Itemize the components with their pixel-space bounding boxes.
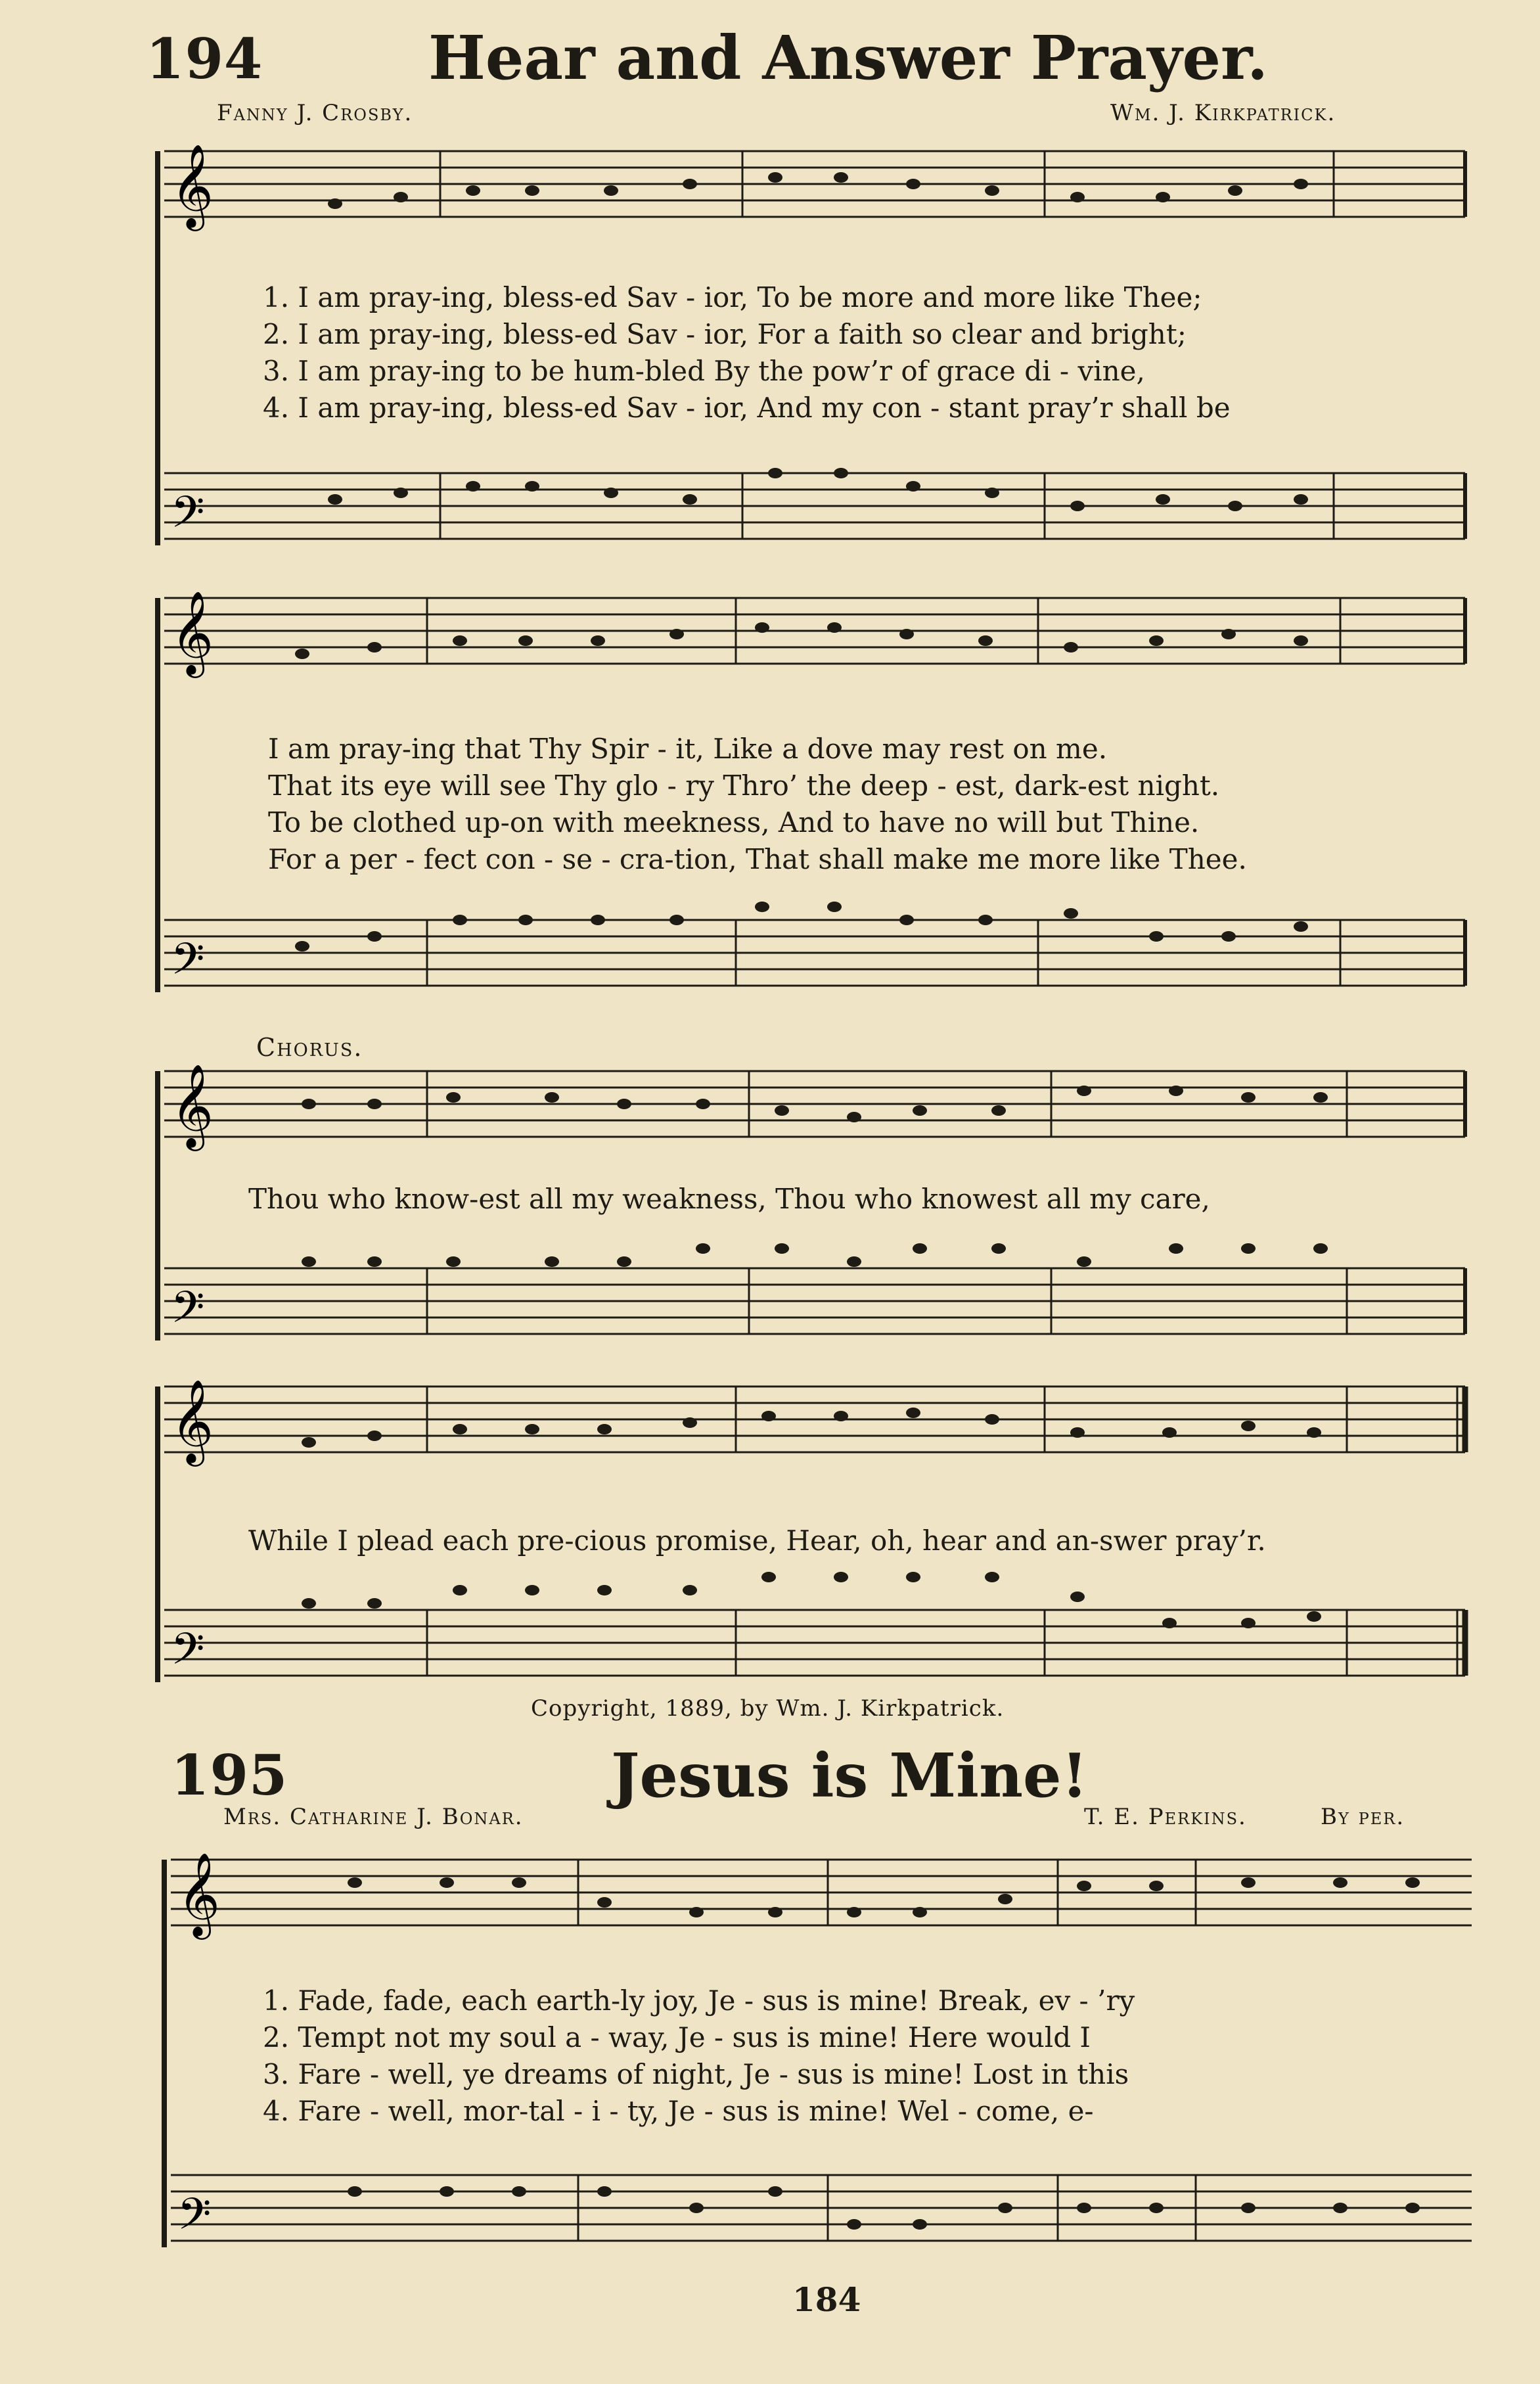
- verse-line: I am pray-ing that Thy Spir - it, Like a dove may rest on me.: [268, 733, 1108, 765]
- svg-text:𝄞: 𝄞: [171, 143, 214, 227]
- svg-text:𝄢: 𝄢: [171, 487, 205, 548]
- verse-line: That its eye will see Thy glo - ry Thro’ the deep - est, dark-est night.: [268, 769, 1220, 802]
- verse-line: For a per - fect con - se - cra-tion, That shall make me more like Thee.: [268, 843, 1247, 875]
- chorus-label: Chorus.: [256, 1033, 363, 1062]
- copyright-notice: Copyright, 1889, by Wm. J. Kirkpatrick.: [531, 1695, 1005, 1722]
- verse-line: 4. I am pray-ing, bless-ed Sav - ior, And my con - stant pray’r shall be: [263, 392, 1231, 424]
- verse-block-1: [263, 281, 1231, 428]
- page-number: 184: [792, 2280, 861, 2319]
- verse-line: 4. Fare - well, mor-tal - i - ty, Je - sus is mine! Wel - come, e-: [263, 2095, 1094, 2127]
- svg-text:𝄢: 𝄢: [171, 1624, 205, 1685]
- permission-note: By per.: [1321, 1804, 1405, 1830]
- chorus-line: While I plead each pre-cious promise, Hear, oh, hear and an-swer pray’r.: [248, 1524, 1266, 1557]
- chorus-line: Thou who know-est all my weakness, Thou who knowest all my care,: [248, 1183, 1210, 1215]
- verse-line: 2. I am pray-ing, bless-ed Sav - ior, For a faith so clear and bright;: [263, 318, 1187, 350]
- verse-block-2: [268, 733, 1247, 880]
- verse-line: To be clothed up-on with meekness, And to have no will but Thine.: [268, 806, 1200, 838]
- svg-text:𝄢: 𝄢: [171, 1282, 205, 1343]
- svg-text:𝄞: 𝄞: [177, 1852, 221, 1936]
- svg-text:𝄞: 𝄞: [171, 590, 214, 674]
- verse-line: 2. Tempt not my soul a - way, Je - sus is mine! Here would I: [263, 2021, 1091, 2053]
- verse-line: 1. Fade, fade, each earth-ly joy, Je - sus is mine! Break, ev - ’ry: [263, 1984, 1135, 2017]
- svg-text:𝄞: 𝄞: [171, 1063, 214, 1147]
- lyricist-credit: Fanny J. Crosby.: [217, 100, 413, 126]
- verse-line: 1. I am pray-ing, bless-ed Sav - ior, To be more and more like Thee;: [263, 281, 1202, 313]
- lyricist-credit: Mrs. Catharine J. Bonar.: [223, 1804, 524, 1830]
- svg-text:𝄢: 𝄢: [171, 934, 205, 995]
- svg-text:𝄞: 𝄞: [171, 1379, 214, 1463]
- composer-credit: T. E. Perkins.: [1084, 1804, 1247, 1830]
- hymn-title: Jesus is Mine!: [611, 1740, 1088, 1811]
- svg-text:𝄢: 𝄢: [177, 2189, 212, 2250]
- hymn-title: Hear and Answer Prayer.: [428, 22, 1269, 93]
- verse-line: 3. I am pray-ing to be hum-bled By the pow’r of grace di - vine,: [263, 355, 1145, 387]
- verse-line: 3. Fare - well, ye dreams of night, Je - sus is mine! Lost in this: [263, 2058, 1129, 2090]
- hymn-number: 195: [171, 1743, 288, 1808]
- composer-credit: Wm. J. Kirkpatrick.: [1110, 100, 1336, 126]
- verse-block-3: [263, 1984, 1135, 2132]
- hymn-number: 194: [146, 26, 263, 91]
